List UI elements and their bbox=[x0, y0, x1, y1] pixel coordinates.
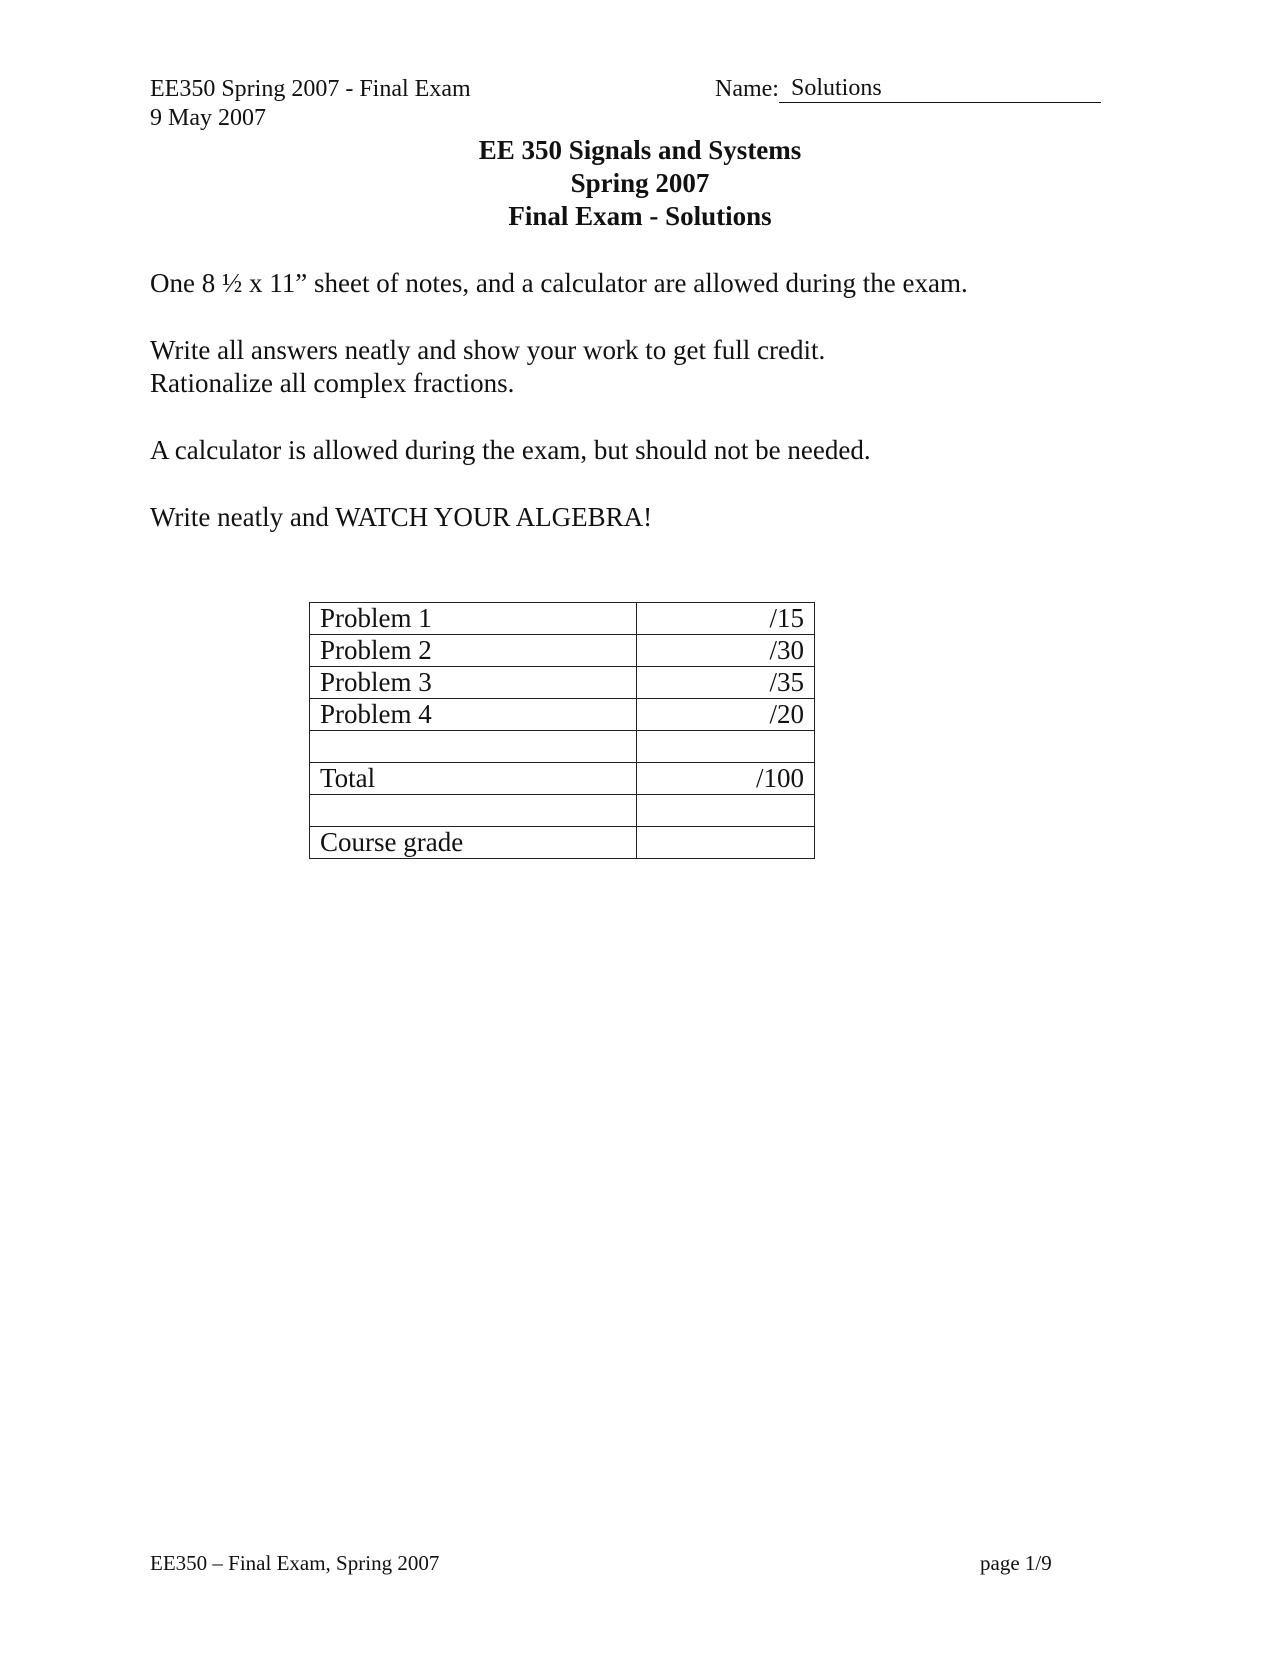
name-field bbox=[715, 75, 1101, 103]
row-label: Problem 4 bbox=[310, 699, 637, 731]
row-label: Problem 3 bbox=[310, 667, 637, 699]
exam-header-course: EE350 Spring 2007 - Final Exam bbox=[150, 76, 471, 102]
title-term: Spring 2007 bbox=[570, 168, 710, 198]
row-points bbox=[637, 795, 815, 827]
name-value: Solutions bbox=[790, 75, 882, 101]
exam-header-date: 9 May 2007 bbox=[150, 105, 266, 131]
row-points: /15 bbox=[637, 603, 815, 635]
footer-page-number: page 1/9 bbox=[980, 1551, 1052, 1575]
instruction-fractions: Rationalize all complex fractions. bbox=[150, 368, 515, 398]
score-table bbox=[309, 602, 815, 859]
footer-course: EE350 – Final Exam, Spring 2007 bbox=[150, 1551, 440, 1575]
row-points: /20 bbox=[637, 699, 815, 731]
table-row bbox=[310, 827, 815, 859]
row-label bbox=[310, 731, 637, 763]
name-label: Name: bbox=[715, 76, 779, 102]
table-row bbox=[310, 635, 815, 667]
row-points: /100 bbox=[637, 763, 815, 795]
instruction-work: Write all answers neatly and show your work to get full credit. bbox=[150, 335, 826, 365]
table-row bbox=[310, 699, 815, 731]
table-row bbox=[310, 603, 815, 635]
row-label bbox=[310, 795, 637, 827]
table-row bbox=[310, 731, 815, 763]
row-points bbox=[637, 827, 815, 859]
instruction-notes: One 8 ½ x 11” sheet of notes, and a calculator are allowed during the exam. bbox=[150, 268, 968, 298]
table-row bbox=[310, 763, 815, 795]
title-exam: Final Exam - Solutions bbox=[508, 201, 772, 231]
title-course: EE 350 Signals and Systems bbox=[478, 135, 802, 165]
row-label: Problem 2 bbox=[310, 635, 637, 667]
row-label: Total bbox=[310, 763, 637, 795]
row-points: /30 bbox=[637, 635, 815, 667]
table-row bbox=[310, 795, 815, 827]
row-label: Problem 1 bbox=[310, 603, 637, 635]
document-title bbox=[0, 134, 1280, 233]
row-points bbox=[637, 731, 815, 763]
instruction-calculator: A calculator is allowed during the exam, but should not be needed. bbox=[150, 435, 871, 465]
row-points: /35 bbox=[637, 667, 815, 699]
instruction-algebra: Write neatly and WATCH YOUR ALGEBRA! bbox=[150, 502, 653, 532]
row-label: Course grade bbox=[310, 827, 637, 859]
name-underline bbox=[779, 75, 1101, 103]
table-row bbox=[310, 667, 815, 699]
